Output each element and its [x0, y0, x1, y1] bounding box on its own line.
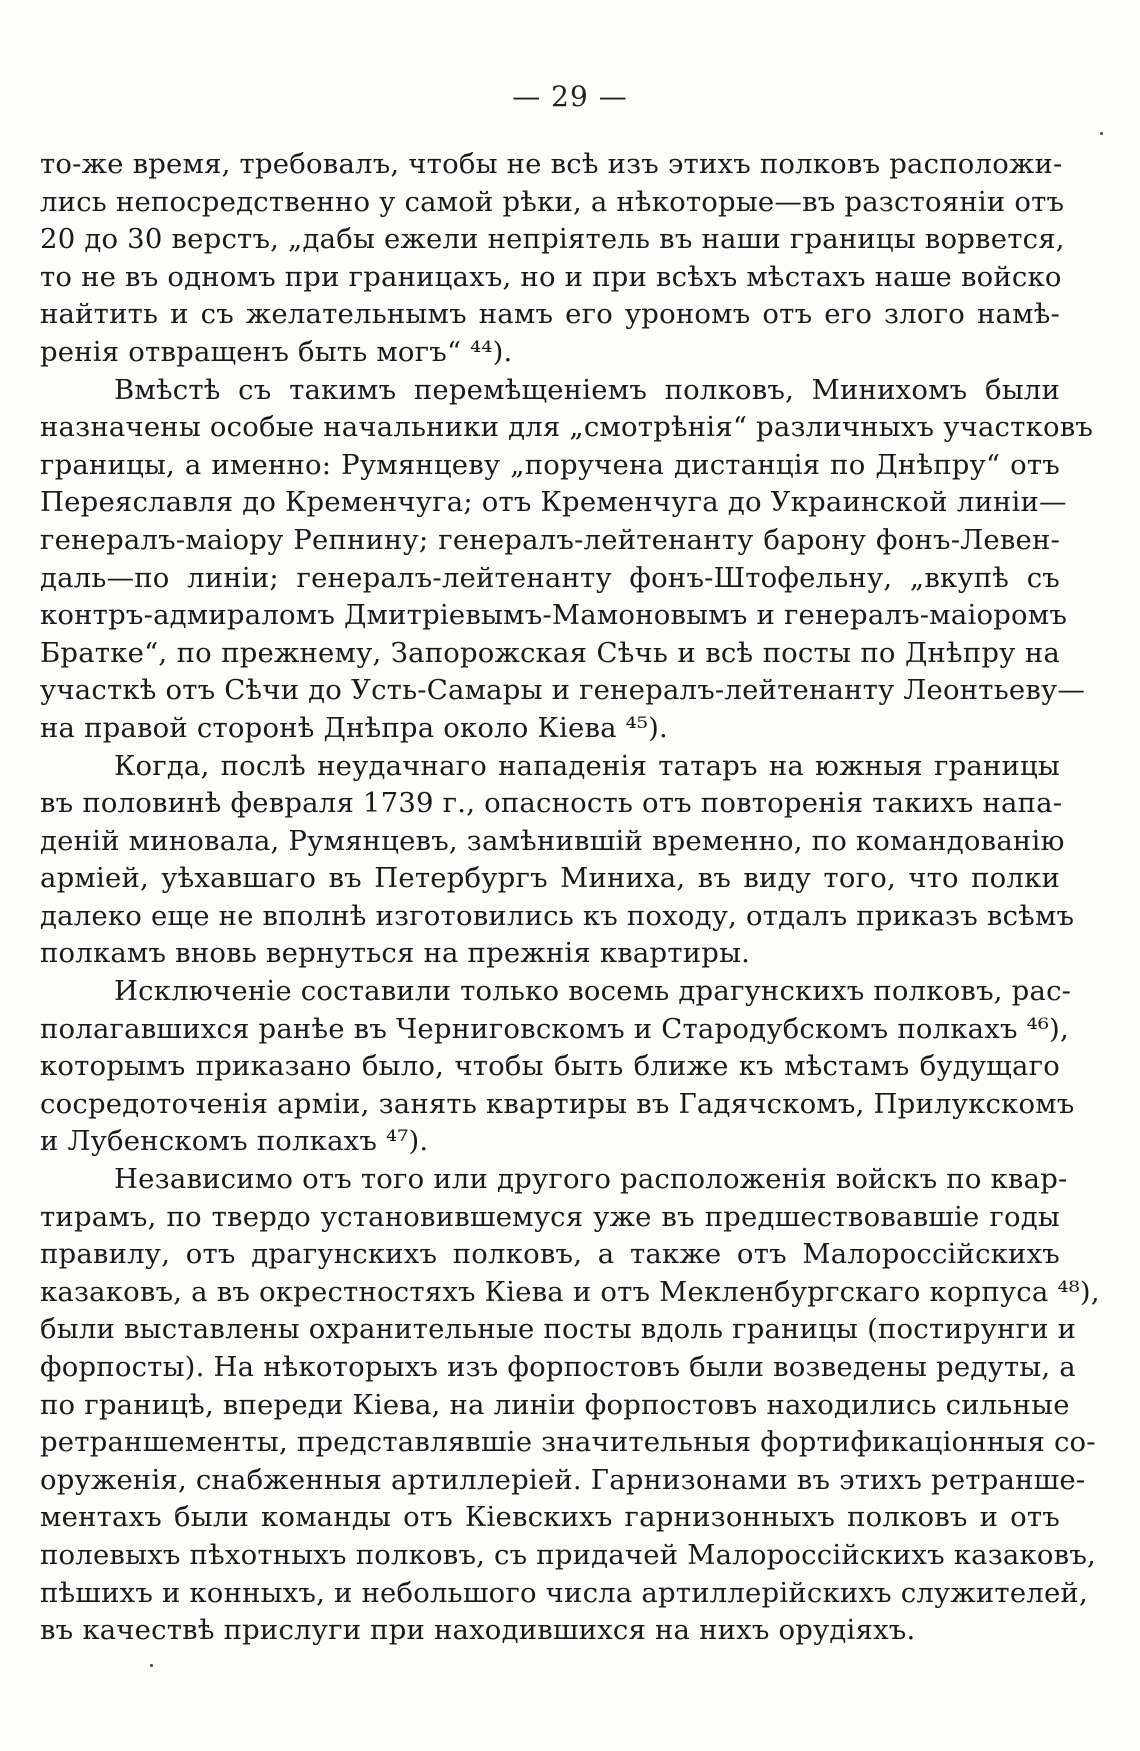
paragraph	[40, 372, 1094, 748]
text-line: найтить и съ желательнымъ намъ его урономъ отъ его злого намѣ-	[40, 298, 1060, 331]
paragraph	[40, 1161, 1100, 1650]
text-line: были выставлены охранительные посты вдоль границы (постирунги и	[40, 1313, 1077, 1346]
text-line: генералъ-маіору Репнину; генералъ-лейтенанту барону фонъ-Левен-	[40, 523, 1060, 556]
text-line: ренія отвращенъ быть могъ“ ⁴⁴).	[40, 335, 513, 368]
text-line: полевыхъ пѣхотныхъ полковъ, съ придачей Малороссійскихъ казаковъ,	[40, 1538, 1096, 1571]
text-line: Независимо отъ того или другого расположенія войскъ по квар-	[114, 1163, 1068, 1196]
text-line: ретраншементы, представлявшіе значительныя фортификаціонныя со-	[40, 1426, 1096, 1459]
text-line: полагавшихся ранѣе въ Черниговскомъ и Стародубскомъ полкахъ ⁴⁶),	[40, 1012, 1069, 1045]
text-line: деній миновала, Румянцевъ, замѣнившій временно, по командованію	[40, 824, 1065, 857]
text-line: форпосты). На нѣкоторыхъ изъ форпостовъ были возведены редуты, а	[40, 1351, 1076, 1383]
text-line: то не въ одномъ при границахъ, но и при всѣхъ мѣстахъ наше войско	[40, 260, 1062, 293]
paragraph	[40, 748, 1075, 974]
text-line: въ качествѣ прислуги при находившихся на нихъ орудіяхъ.	[40, 1614, 916, 1647]
text-line: ментахъ были команды отъ Кіевскихъ гарнизонныхъ полковъ и отъ	[40, 1501, 1060, 1534]
page-number: — 29 —	[512, 80, 628, 113]
text-line: казаковъ, а въ окрестностяхъ Кіева и отъ Мекленбургскаго корпуса ⁴⁸),	[40, 1275, 1100, 1308]
text-line: границы, а именно: Румянцеву „поручена дистанція по Днѣпру“ отъ	[40, 448, 1060, 481]
paragraph	[40, 973, 1075, 1161]
text-line: по границѣ, впереди Кіева, на линіи форпостовъ находились сильные	[40, 1388, 1070, 1421]
text-line: Исключеніе составили только восемь драгунскихъ полковъ, рас-	[114, 975, 1072, 1008]
text-line: то-же время, требовалъ, чтобы не всѣ изъ этихъ полковъ расположи-	[40, 148, 1063, 180]
text-line: назначены особые начальники для „смотрѣнія“ различныхъ участковъ	[40, 411, 1094, 444]
text-line: и Лубенскомъ полкахъ ⁴⁷).	[40, 1125, 429, 1158]
text-line: лись непосредственно у самой рѣки, а нѣкоторые—въ разстояніи отъ	[40, 185, 1065, 218]
text-line: правилу, отъ драгунскихъ полковъ, а также отъ Малороссійскихъ	[40, 1238, 1060, 1271]
print-speck	[1100, 132, 1103, 135]
text-line: участкѣ отъ Сѣчи до Усть-Самары и генералъ-лейтенанту Леонтьеву—	[40, 674, 1086, 707]
text-line: далеко еще не вполнѣ изготовились къ походу, отдалъ приказъ всѣмъ	[40, 899, 1075, 932]
text-line: полкамъ вновь вернуться на прежнія квартиры.	[40, 937, 751, 970]
text-line: которымъ приказано было, чтобы быть ближе къ мѣстамъ будущаго	[40, 1050, 1060, 1083]
text-line: оруженія, снабженныя артиллеріей. Гарнизонами въ этихъ ретранше-	[40, 1463, 1086, 1496]
text-line: сосредоточенія арміи, занять квартиры въ Гадячскомъ, Прилукскомъ	[40, 1087, 1075, 1120]
text-line: контръ-адмираломъ Дмитріевымъ-Мамоновымъ и генералъ-маіоромъ	[40, 599, 1068, 632]
text-line: Переяславля до Кременчуга; отъ Кременчуга до Украинской линіи—	[40, 486, 1067, 519]
text-line: Братке“, по прежнему, Запорожская Сѣчь и всѣ посты по Днѣпру на	[40, 636, 1060, 669]
paragraph	[40, 146, 1065, 372]
body-text	[40, 146, 1100, 1650]
text-line: Вмѣстѣ съ такимъ перемѣщеніемъ полковъ, Минихомъ были	[114, 373, 1060, 406]
print-speck	[150, 1664, 153, 1667]
text-line: 20 до 30 верстъ, „дабы ежели непріятель въ наши границы ворвется,	[40, 223, 1065, 256]
text-line: тирамъ, по твердо установившемуся уже въ предшествовавшіе годы	[40, 1200, 1060, 1233]
text-line: Когда, послѣ неудачнаго нападенія татаръ на южныя границы	[114, 749, 1060, 782]
text-line: на правой сторонѣ Днѣпра около Кіева ⁴⁵).	[40, 711, 668, 744]
text-line: пѣшихъ и конныхъ, и небольшого числа артиллерійскихъ служителей,	[40, 1576, 1088, 1609]
text-line: въ половинѣ февраля 1739 г., опасность отъ повторенія такихъ напа-	[40, 787, 1063, 820]
text-line: арміей, уѣхавшаго въ Петербургъ Миниха, въ виду того, что полки	[40, 862, 1060, 895]
text-line: даль—по линіи; генералъ-лейтенанту фонъ-Штофельну, „вкупѣ съ	[40, 561, 1060, 594]
